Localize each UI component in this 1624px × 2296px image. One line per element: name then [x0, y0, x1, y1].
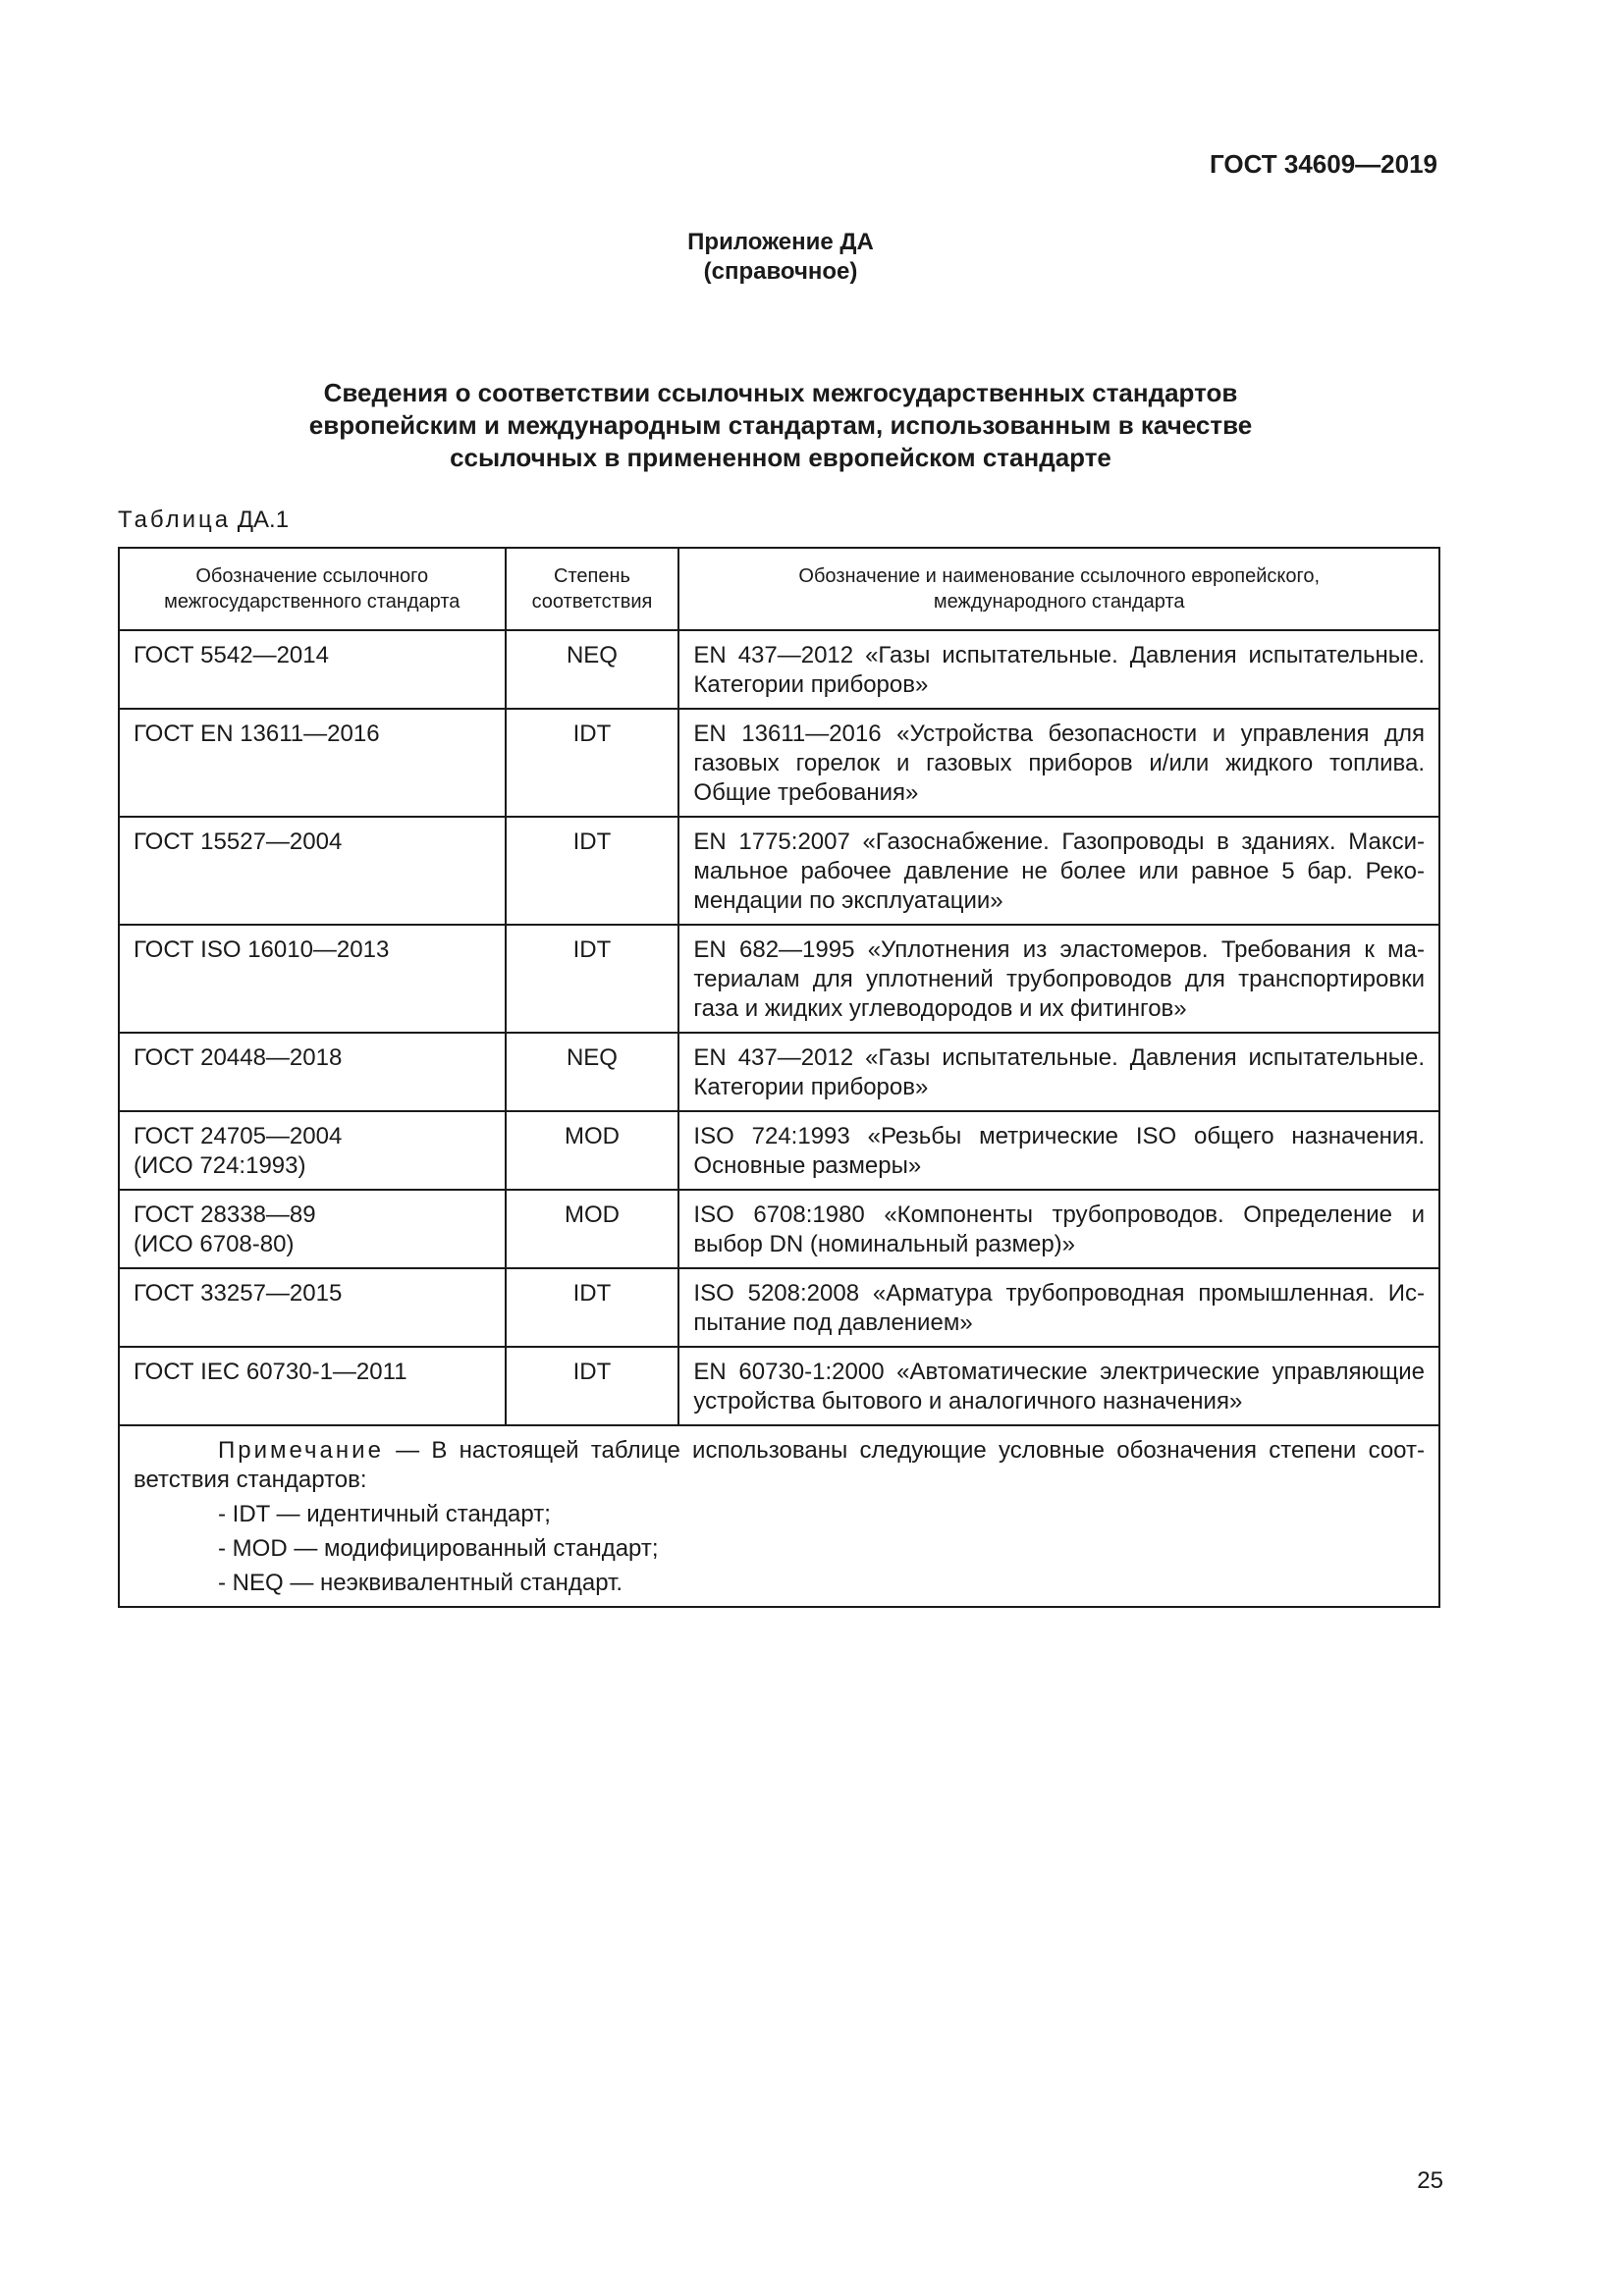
table-row	[119, 1111, 1439, 1190]
standard-code: ГОСТ ISO 16010—2013	[134, 936, 390, 963]
table-row	[119, 925, 1439, 1033]
table-row	[119, 817, 1439, 925]
header-interstate-standard	[119, 548, 506, 630]
table-note	[119, 1425, 1439, 1607]
cell-standard	[119, 1111, 506, 1190]
cell-degree: NEQ	[506, 1033, 679, 1111]
cell-standard	[119, 1033, 506, 1111]
header-col2-line2: соответствия	[531, 591, 653, 613]
cell-degree: IDT	[506, 925, 679, 1033]
table-row	[119, 709, 1439, 817]
document-code: ГОСТ 34609—2019	[1210, 149, 1437, 179]
standard-code: ГОСТ 5542—2014	[134, 642, 329, 668]
correspondence-table	[118, 547, 1440, 1608]
standard-code: ГОСТ 15527—2004	[134, 828, 343, 855]
standard-code: ГОСТ 33257—2015	[134, 1280, 343, 1307]
standard-iso-equivalent: (ИСО 724:1993)	[134, 1152, 306, 1179]
cell-degree: IDT	[506, 1347, 679, 1425]
cell-reference: ISO 6708:1980 «Компоненты трубопроводов. Определение и выбор DN (номинальный размер)»	[678, 1190, 1439, 1268]
annex-block	[0, 228, 1561, 287]
note-item: - MOD — модифицированный стандарт;	[218, 1535, 659, 1562]
cell-reference: ISO 5208:2008 «Арматура трубопроводная промышленная. Испытание под давлением»	[678, 1268, 1439, 1347]
standard-code: ГОСТ 28338—89	[134, 1201, 316, 1228]
cell-standard	[119, 925, 506, 1033]
cell-standard	[119, 630, 506, 709]
cell-standard	[119, 709, 506, 817]
note-text	[134, 1436, 1425, 1495]
cell-reference: EN 1775:2007 «Газоснабжение. Газопроводы в зданиях. Максимальное рабочее давление не более или равное 5 бар. Рекомендации по эксплуатации»	[678, 817, 1439, 925]
cell-degree: MOD	[506, 1111, 679, 1190]
note-body: — В настоящей таблице использованы следующие условные обозначения степени соответствия стандартов:	[134, 1437, 1425, 1493]
cell-degree: MOD	[506, 1190, 679, 1268]
header-col1-line1: Обозначение ссылочного	[195, 565, 429, 587]
header-reference-standard	[678, 548, 1439, 630]
cell-degree: NEQ	[506, 630, 679, 709]
cell-standard	[119, 1347, 506, 1425]
cell-reference: EN 437—2012 «Газы испытательные. Давления испытательные. Категории приборов»	[678, 1033, 1439, 1111]
standard-iso-equivalent: (ИСО 6708-80)	[134, 1231, 295, 1257]
header-col1-line2: межгосударственного стандарта	[164, 591, 460, 613]
cell-reference: EN 437—2012 «Газы испытательные. Давления испытательные. Категории приборов»	[678, 630, 1439, 709]
cell-reference: EN 682—1995 «Уплотнения из эластомеров. Требования к материалам для уплотнений трубопроводов для транспортировки газа и жидких углеводородов и их фитингов»	[678, 925, 1439, 1033]
table-row	[119, 1033, 1439, 1111]
cell-degree: IDT	[506, 1268, 679, 1347]
standard-code: ГОСТ EN 13611—2016	[134, 721, 380, 747]
heading-line-3: ссылочных в примененном европейском стандарте	[450, 443, 1111, 472]
heading-line-1: Сведения о соответствии ссылочных межгосударственных стандартов	[323, 378, 1238, 407]
page-number: 25	[1417, 2167, 1443, 2194]
note-item: - NEQ — неэквивалентный стандарт.	[218, 1570, 623, 1596]
cell-standard	[119, 1190, 506, 1268]
table-row	[119, 630, 1439, 709]
section-heading	[0, 377, 1561, 474]
header-col2-line1: Степень	[554, 565, 630, 587]
standard-code: ГОСТ IEC 60730-1—2011	[134, 1359, 407, 1385]
header-col3-line2: международного стандарта	[933, 591, 1185, 613]
table-row	[119, 1268, 1439, 1347]
table-label-number: ДА.1	[231, 507, 290, 533]
annex-subtitle: (справочное)	[703, 258, 858, 285]
cell-degree: IDT	[506, 817, 679, 925]
standard-code: ГОСТ 24705—2004	[134, 1123, 343, 1149]
table-header-row	[119, 548, 1439, 630]
table-row	[119, 1347, 1439, 1425]
heading-line-2: европейским и международным стандартам, использованным в качестве	[308, 410, 1253, 440]
annex-title: Приложение ДА	[687, 229, 874, 255]
table-label-word: Таблица	[118, 507, 232, 533]
cell-reference: ISO 724:1993 «Резьбы метрические ISO общего назначения. Основные размеры»	[678, 1111, 1439, 1190]
table-row	[119, 1190, 1439, 1268]
cell-standard	[119, 1268, 506, 1347]
cell-standard	[119, 817, 506, 925]
cell-reference: EN 13611—2016 «Устройства безопасности и управления для газовых горелок и газовых приборов и/или жидкого топлива. Общие требования»	[678, 709, 1439, 817]
note-title: Примечание	[218, 1437, 384, 1464]
table-label	[118, 507, 289, 534]
header-degree	[506, 548, 679, 630]
standard-code: ГОСТ 20448—2018	[134, 1044, 343, 1071]
header-col3-line1: Обозначение и наименование ссылочного европейского,	[798, 565, 1321, 587]
table-note-row	[119, 1425, 1439, 1607]
cell-degree: IDT	[506, 709, 679, 817]
cell-reference: EN 60730-1:2000 «Автоматические электрические управляющие устройства бытового и аналогичного назначения»	[678, 1347, 1439, 1425]
note-item: - IDT — идентичный стандарт;	[218, 1501, 551, 1527]
